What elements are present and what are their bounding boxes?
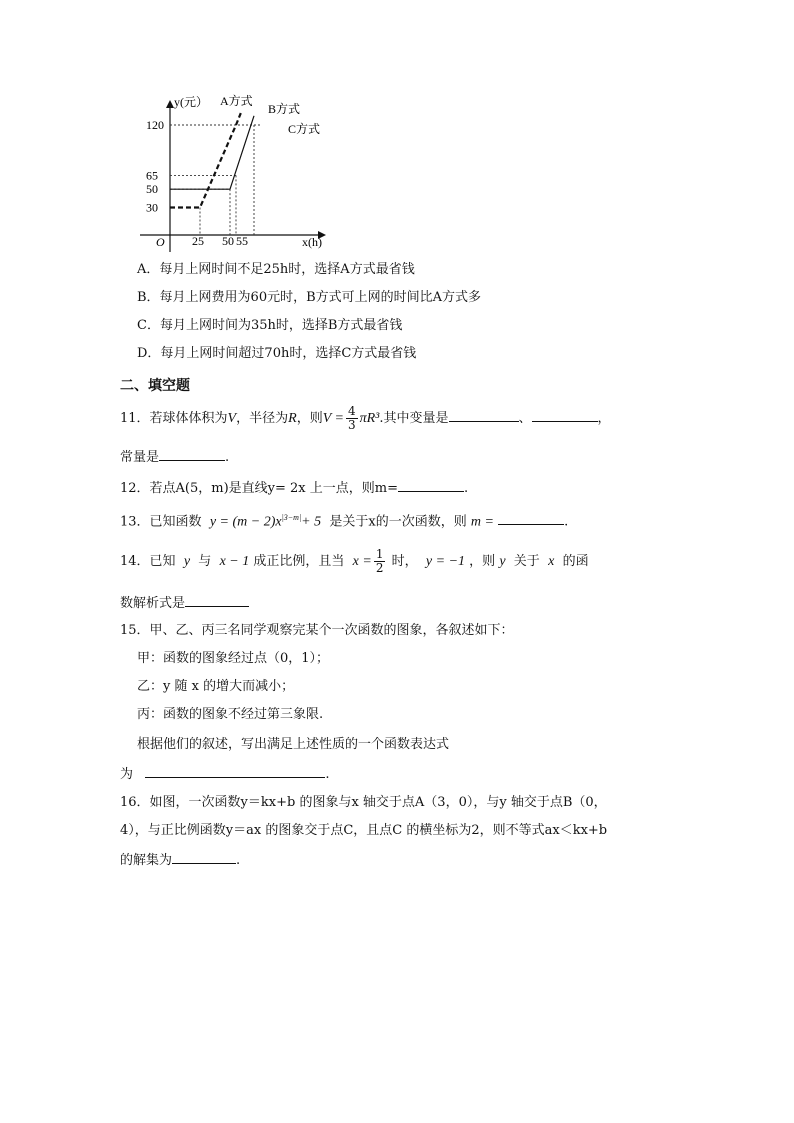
answer-blank[interactable]	[449, 407, 519, 422]
question-11-line2: 常量是 .	[120, 446, 229, 468]
question-16-line1: 16．如图，一次函数y＝kx+b 的图象与x 轴交于点A（3，0），与y 轴交于点B（0，	[120, 795, 607, 810]
answer-blank[interactable]	[498, 510, 564, 525]
x-tick-label: 55	[236, 234, 248, 248]
x-axis-label: x(h)	[302, 235, 322, 249]
question-16-line3: 的解集为 .	[120, 849, 240, 871]
y-axis-label: y(元）	[174, 95, 208, 109]
question-15-stem: 15．甲、乙、丙三名同学观察完某个一次函数的图象，各叙述如下：	[120, 623, 514, 638]
series-b-name: B方式	[268, 102, 301, 116]
internet-fee-chart	[130, 92, 350, 252]
question-14: 14．已知 y 与 x − 1 成正比例，且当 x = $\frac{1}{2}$ 时， y = −1 ，则 y 关于 x 的函	[120, 547, 589, 575]
option-b: B．每月上网费用为60元时，B方式可上网的时间比A方式多	[137, 290, 482, 305]
y-axis-arrow-icon	[166, 100, 174, 108]
series-a-name: A方式	[220, 94, 253, 108]
question-16-line2: 4），与正比例函数y＝ax 的图象交于点C，且点C 的横坐标为2，则不等式ax＜kx+b	[120, 823, 608, 838]
option-d: D．每月上网时间超过70h时，选择C方式最省钱	[137, 346, 417, 361]
question-14-line2: 数解析式是	[120, 592, 249, 614]
question-15-answer-line: 为 .	[120, 763, 330, 785]
question-11: 11．若球体体积为V，半径为R，则V = $\frac{4}{3}$ πR³.其中变量是 、 ，	[120, 404, 611, 432]
y-tick-label: 65	[146, 168, 158, 183]
series-c-name: C方式	[288, 122, 321, 136]
statement-bing: 丙：函数的图象不经过第三象限.	[137, 707, 324, 722]
section-title: 二、填空题	[120, 378, 190, 394]
statement-jia: 甲：函数的图象经过点（0，1）；	[137, 651, 330, 666]
statement-yi: 乙：y 随 x 的增大而减小；	[137, 679, 295, 694]
x-tick-label: 25	[192, 234, 204, 248]
y-tick-label: 50	[146, 182, 158, 197]
y-tick-label: 120	[146, 118, 164, 132]
answer-blank[interactable]	[398, 477, 464, 492]
answer-blank[interactable]	[185, 592, 249, 607]
answer-blank[interactable]	[145, 763, 325, 778]
question-15-ask: 根据他们的叙述，写出满足上述性质的一个函数表达式	[137, 737, 450, 752]
x-tick-label: 50	[222, 234, 234, 248]
answer-blank[interactable]	[172, 849, 236, 864]
question-13: 13．已知函数 $y = (m - 2)x^{|3-m|}+ 5$ 是关于x的一次函数，则 m = .	[120, 508, 568, 532]
option-a: A．每月上网时间不足25h时，选择A方式最省钱	[137, 262, 415, 277]
y-tick-label: 30	[146, 200, 158, 215]
question-12: 12．若点A(5，m)是直线y= 2x 上一点，则m= .	[120, 477, 468, 499]
answer-blank[interactable]	[159, 446, 225, 461]
answer-blank[interactable]	[532, 407, 598, 422]
series-b-line	[170, 116, 254, 189]
origin-label: O	[156, 235, 165, 249]
option-c: C．每月上网时间为35h时，选择B方式最省钱	[137, 318, 403, 333]
